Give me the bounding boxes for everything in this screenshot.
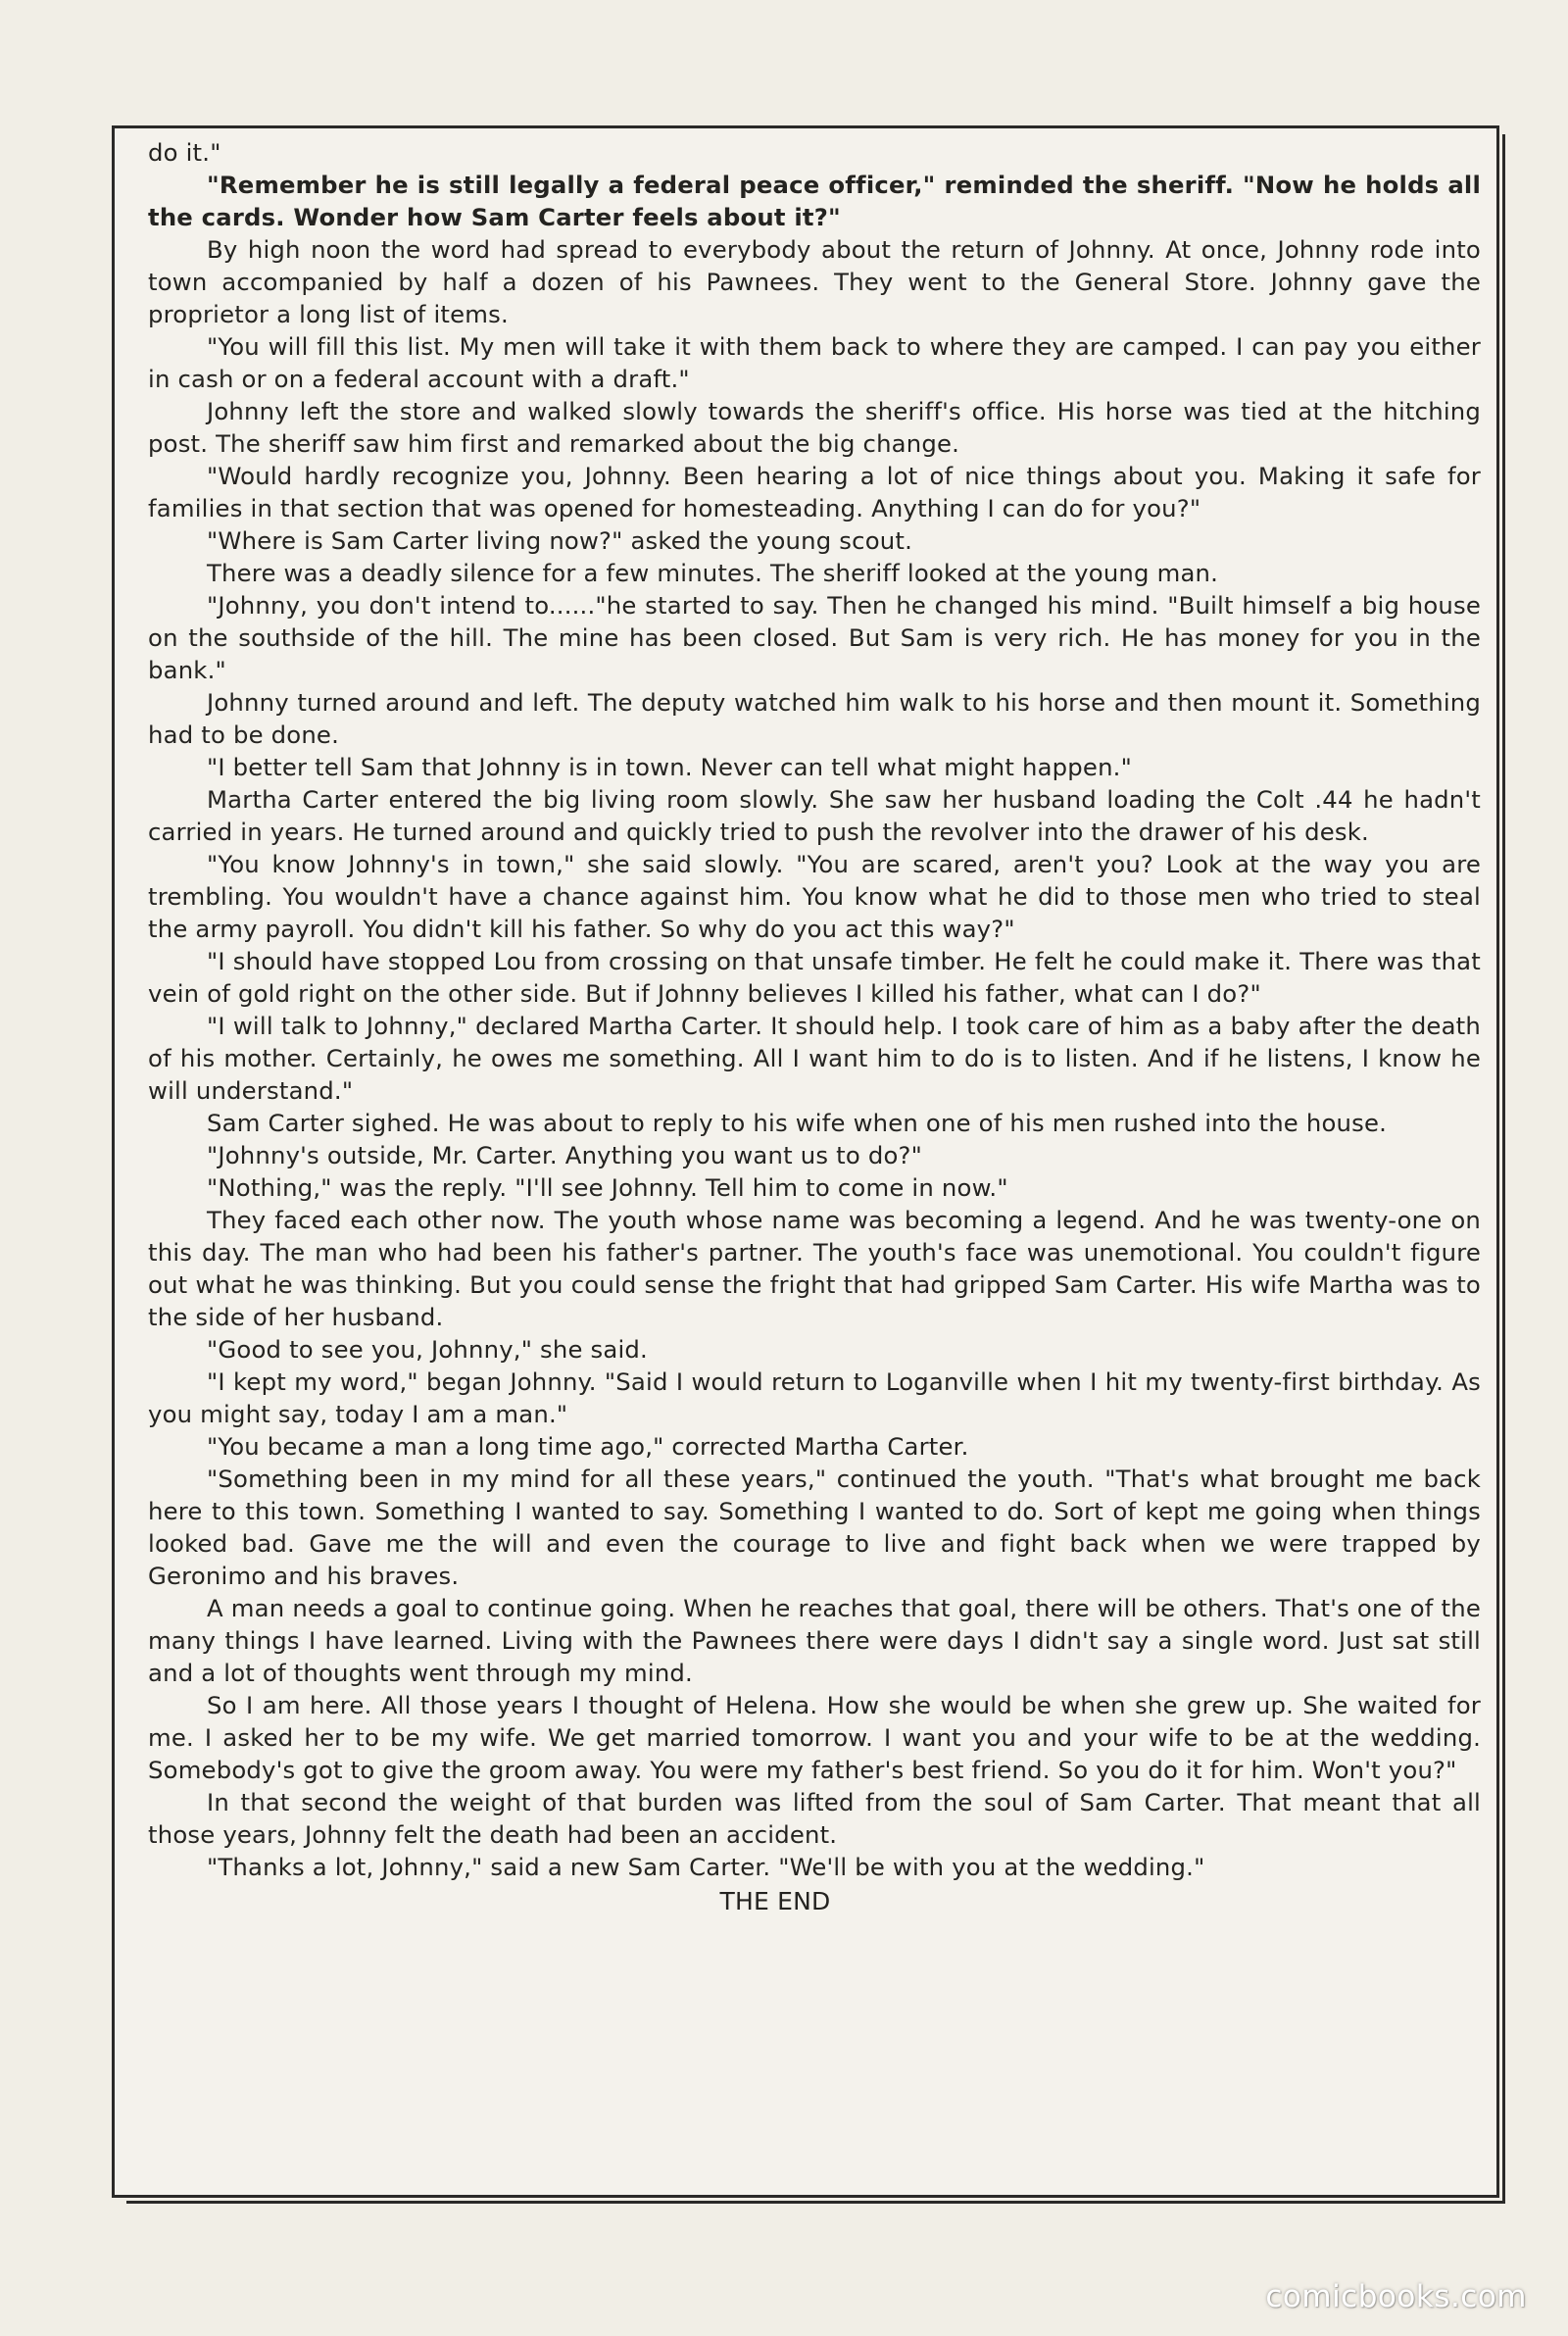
paragraph: "Good to see you, Johnny," she said. — [207, 1335, 648, 1364]
page-frame — [112, 125, 1499, 2198]
paragraph: "I will talk to Johnny," declared Martha Carter. It should help. I took care of him as a baby after the death of his mother. Certainly, he owes me something. All I want him to do is to listen. And if he listens, I know he will understand." — [148, 1012, 1481, 1105]
the-end-heading: THE END — [719, 1887, 831, 1915]
paragraph: A man needs a goal to continue going. When he reaches that goal, there will be others. That's one of the many things I have learned. Living with the Pawnees there were days I didn't say a single word. Just sat still and a lot of thoughts went through my mind. — [148, 1594, 1481, 1687]
paragraph: "I better tell Sam that Johnny is in town. Never can tell what might happen." — [207, 753, 1132, 781]
paragraph: "I kept my word," began Johnny. "Said I would return to Loganville when I hit my twenty-first birthday. As you might say, today I am a man." — [148, 1367, 1481, 1428]
paragraph: There was a deadly silence for a few minutes. The sheriff looked at the young man. — [207, 559, 1219, 587]
paragraph: Johnny turned around and left. The deputy watched him walk to his horse and then mount it. Something had to be done. — [148, 688, 1481, 749]
paragraph: do it." — [148, 138, 221, 167]
paragraph: "Thanks a lot, Johnny," said a new Sam Carter. "We'll be with you at the wedding." — [207, 1853, 1205, 1881]
paragraph: "You became a man a long time ago," corrected Martha Carter. — [207, 1432, 969, 1461]
paragraph: So I am here. All those years I thought of Helena. How she would be when she grew up. She waited for me. I asked her to be my wife. We get married tomorrow. I want you and your wife to be at the wedding. Somebody's got to give the groom away. You were my father's best friend. So you do it for him. Won't you?" — [148, 1691, 1481, 1784]
paragraph: "Remember he is still legally a federal peace officer," reminded the sheriff. "Now he holds all the cards. Wonder how Sam Carter feels about it?" — [148, 171, 1481, 231]
paragraph: "Where is Sam Carter living now?" asked the young scout. — [207, 526, 913, 555]
paragraph: By high noon the word had spread to everybody about the return of Johnny. At once, Johnny rode into town accompanied by half a dozen of his Pawnees. They went to the General Store. Johnny gave the proprietor a long list of items. — [148, 235, 1481, 328]
paragraph: "Would hardly recognize you, Johnny. Been hearing a lot of nice things about you. Making it safe for families in that section that was opened for homesteading. Anything I can do for you?" — [148, 462, 1481, 522]
paragraph: "Johnny, you don't intend to......"he started to say. Then he changed his mind. "Built himself a big house on the southside of the hill. The mine has been closed. But Sam is very rich. He has money for you in the bank." — [148, 591, 1481, 684]
paragraph: Martha Carter entered the big living room slowly. She saw her husband loading the Colt .44 he hadn't carried in years. He turned around and quickly tried to push the revolver into the drawer of his desk. — [148, 785, 1481, 846]
paragraph: They faced each other now. The youth whose name was becoming a legend. And he was twenty-one on this day. The man who had been his father's partner. The youth's face was unemotional. You couldn't figure out what he was thinking. But you could sense the fright that had gripped Sam Carter. His wife Martha was to the side of her husband. — [148, 1206, 1481, 1331]
paragraph: "Something been in my mind for all these years," continued the youth. "That's what brought me back here to this town. Something I wanted to say. Something I wanted to do. Sort of kept me going when things looked bad. Gave me the will and even the courage to live and fight back when we were trapped by Geronimo and his braves. — [148, 1465, 1481, 1590]
paragraph: In that second the weight of that burden was lifted from the soul of Sam Carter. That meant that all those years, Johnny felt the death had been an accident. — [148, 1788, 1481, 1849]
paragraph: "Johnny's outside, Mr. Carter. Anything you want us to do?" — [207, 1141, 923, 1169]
paragraph: Johnny left the store and walked slowly towards the sheriff's office. His horse was tied at the hitching post. The sheriff saw him first and remarked about the big change. — [148, 397, 1481, 458]
paragraph: "Nothing," was the reply. "I'll see Johnny. Tell him to come in now." — [207, 1173, 1008, 1202]
paragraph: "I should have stopped Lou from crossing on that unsafe timber. He felt he could make it. There was that vein of gold right on the other side. But if Johnny believes I killed his father, what can I do?" — [148, 947, 1481, 1008]
paragraph: "You will fill this list. My men will take it with them back to where they are camped. I can pay you either in cash or on a federal account with a draft." — [148, 332, 1481, 393]
paragraph: Sam Carter sighed. He was about to reply to his wife when one of his men rushed into the house. — [207, 1109, 1388, 1137]
watermark: comicbooks.com — [1265, 2279, 1527, 2314]
story-text — [148, 136, 1481, 1917]
paragraph: "You know Johnny's in town," she said slowly. "You are scared, aren't you? Look at the way you are trembling. You wouldn't have a chance against him. You know what he did to those men who tried to steal the army payroll. You didn't kill his father. So why do you act this way?" — [148, 850, 1481, 943]
